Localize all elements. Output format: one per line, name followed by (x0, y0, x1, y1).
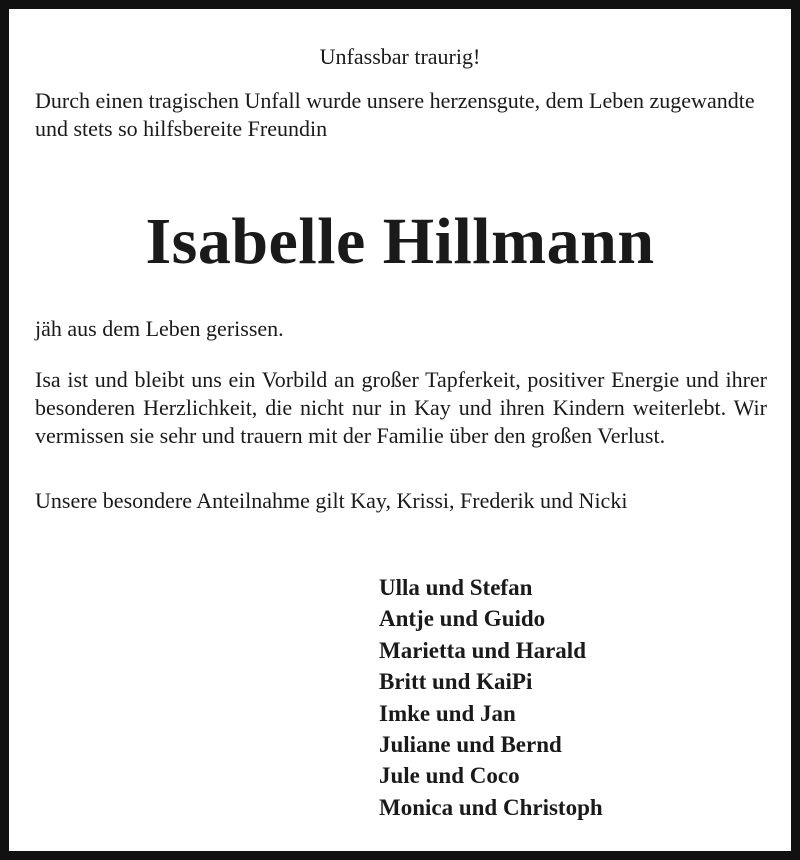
deceased-name: Isabelle Hillmann (145, 205, 655, 278)
signature-list (379, 572, 603, 823)
condolence-line: Unsere besondere Anteilnahme gilt Kay, Krissi, Frederik und Nicki (35, 488, 628, 513)
signature-name: Monica und Christoph (379, 794, 603, 820)
signature-name: Ulla und Stefan (379, 575, 533, 600)
intro-paragraph: Durch einen tragischen Unfall wurde unsere herzensgute, dem Leben zugewandte und stets so hilfsbereite Freundin (35, 88, 755, 141)
signature-name: Jule und Coco (379, 763, 520, 789)
signature-name: Britt und KaiPi (379, 669, 533, 695)
signature-name: Marietta und Harald (379, 637, 586, 663)
torn-from-life-line: jäh aus dem Leben gerissen. (35, 316, 284, 341)
headline: Unfassbar traurig! (319, 44, 481, 69)
signature-name: Imke und Jan (379, 700, 516, 726)
tribute-paragraph: Isa ist und bleibt uns ein Vorbild an großer Tapferkeit, positiver Energie und ihrer besonderen Herzlichkeit, die nicht nur in Kay und ihren Kindern weiterlebt. Wir vermissen sie sehr und trauern mit der Familie über den großen Verlust. (35, 367, 767, 448)
signature-name: Juliane und Bernd (379, 732, 562, 758)
signature-name: Antje und Guido (379, 606, 546, 632)
